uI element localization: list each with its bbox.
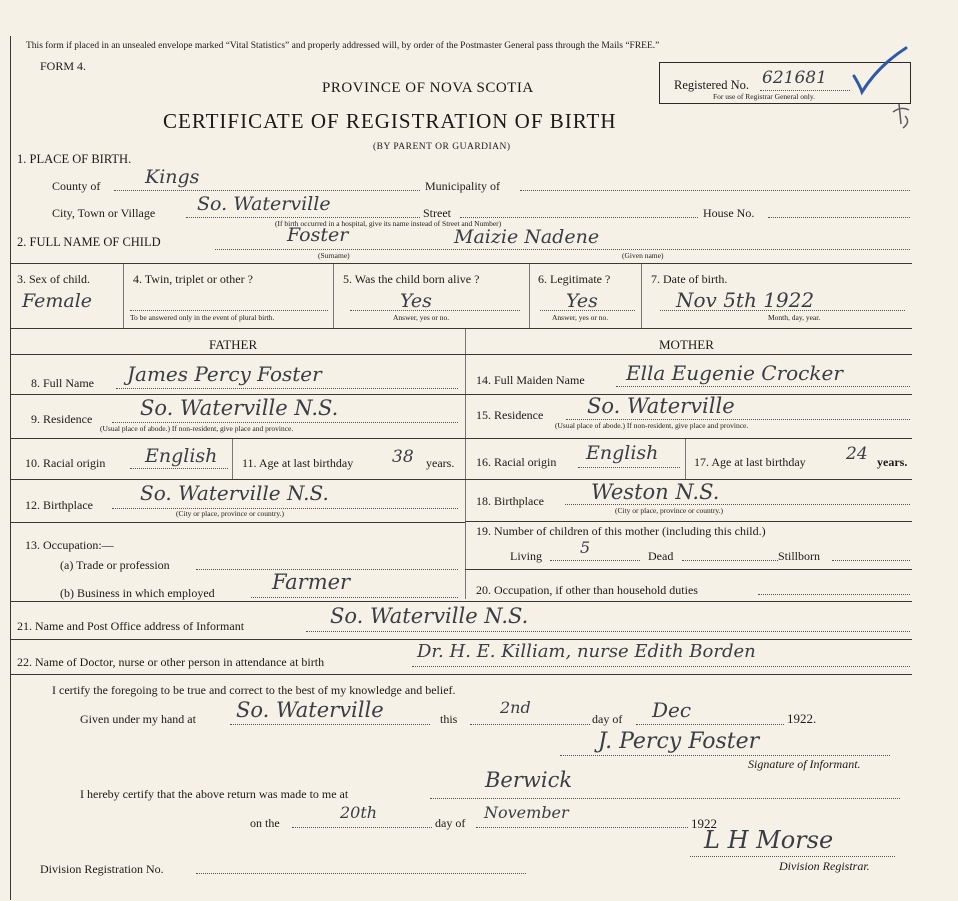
mother-racial-value: English <box>586 442 659 464</box>
mother-name-label: 14. Full Maiden Name <box>476 373 585 387</box>
registered-number: 621681 <box>762 68 827 88</box>
city-value: So. Waterville <box>197 193 331 215</box>
twin-note: To be answered only in the event of plural birth. <box>130 313 275 322</box>
details-divider-3 <box>529 264 530 328</box>
legit-value: Yes <box>566 290 598 312</box>
alive-label: 5. Was the child born alive ? <box>343 272 480 286</box>
mother-racial-label: 16. Racial origin <box>476 455 557 469</box>
informant-rule <box>10 639 912 640</box>
father-rule-3 <box>10 479 465 480</box>
doctor-line <box>412 666 910 667</box>
given-caption: (Given name) <box>622 251 664 260</box>
certify-day-line <box>470 724 590 725</box>
municipality-label: Municipality of <box>425 179 500 193</box>
legit-label: 6. Legitimate ? <box>538 272 611 286</box>
county-line <box>114 190 420 191</box>
child-name-label: 2. FULL NAME OF CHILD <box>17 235 161 249</box>
father-occupation-label: 13. Occupation:— <box>25 538 114 552</box>
father-age-value: 38 <box>392 447 414 467</box>
father-name-line <box>116 388 458 389</box>
business-line <box>251 597 458 598</box>
details-divider-2 <box>333 264 334 328</box>
doctor-label: 22. Name of Doctor, nurse or other person in attendance at birth <box>17 655 325 669</box>
father-racial-line <box>130 468 228 469</box>
registrar-place-value: Berwick <box>485 768 573 792</box>
mother-birthplace-line <box>565 504 910 505</box>
sex-label: 3. Sex of child. <box>17 272 90 286</box>
twin-label: 4. Twin, triplet or other ? <box>133 272 253 286</box>
father-rule-4 <box>10 522 465 523</box>
house-line <box>768 217 910 218</box>
father-birthplace-line <box>112 508 458 509</box>
this-label: this <box>440 712 458 726</box>
municipality-line <box>520 190 910 191</box>
mother-age-unit: years. <box>877 455 908 469</box>
mother-birthplace-value: Weston N.S. <box>591 480 720 504</box>
mother-occupation-label: 20. Occupation, if other than household duties <box>476 583 698 597</box>
business-label: (b) Business in which employed <box>60 586 215 600</box>
details-divider-1 <box>123 264 124 328</box>
division-registration-line <box>196 873 526 874</box>
children-label: 19. Number of children of this mother (including this child.) <box>476 524 766 538</box>
registrar-month-value: November <box>484 803 569 822</box>
mother-age-label: 17. Age at last birthday <box>694 455 806 469</box>
province-heading: PROVINCE OF NOVA SCOTIA <box>322 80 534 96</box>
registrar-note: For use of Registrar General only. <box>713 92 815 101</box>
father-birthplace-label: 12. Birthplace <box>25 498 93 512</box>
mother-birthplace-label: 18. Birthplace <box>476 494 544 508</box>
details-divider-4 <box>641 264 642 328</box>
certify-month-value: Dec <box>652 698 692 722</box>
registered-label: Registered No. <box>674 78 749 92</box>
mother-birthplace-note: (City or place, province or country.) <box>615 506 724 515</box>
father-racial-label: 10. Racial origin <box>25 456 106 470</box>
alive-value: Yes <box>400 290 432 312</box>
mother-age-divider <box>685 439 686 479</box>
county-label: County of <box>52 179 101 193</box>
trade-label: (a) Trade or profession <box>60 558 170 572</box>
father-name-value: James Percy Foster <box>127 362 322 386</box>
sex-value: Female <box>22 290 93 312</box>
registrar-statement: I hereby certify that the above return was made to me at <box>80 787 349 801</box>
mother-name-line <box>616 386 910 387</box>
legit-line <box>540 310 635 311</box>
doctor-value: Dr. H. E. Killiam, nurse Edith Borden <box>417 641 756 662</box>
informant-line <box>306 631 910 632</box>
division-registrar-label: Division Registrar. <box>779 859 870 873</box>
page-subtitle: (BY PARENT OR GUARDIAN) <box>373 142 511 152</box>
given-place-value: So. Waterville <box>236 698 384 722</box>
registered-line <box>760 90 850 91</box>
dead-line <box>682 560 778 561</box>
street-line <box>460 217 698 218</box>
stillborn-label: Stillborn <box>778 549 821 563</box>
given-under-label: Given under my hand at <box>80 712 196 726</box>
surname-caption: (Surname) <box>318 251 350 260</box>
father-birthplace-value: So. Waterville N.S. <box>140 481 329 505</box>
dob-line <box>660 310 905 311</box>
father-residence-label: 9. Residence <box>31 412 93 426</box>
child-given-value: Maizie Nadene <box>454 226 600 248</box>
signature-informant-label: Signature of Informant. <box>748 757 861 771</box>
alive-note: Answer, yes or no. <box>393 313 450 322</box>
mother-residence-line <box>566 419 910 420</box>
city-label: City, Town or Village <box>52 206 156 220</box>
details-top-rule <box>10 263 912 264</box>
details-bottom-rule <box>10 328 912 329</box>
father-age-unit: years. <box>426 456 455 470</box>
mother-residence-note: (Usual place of abode.) If non-resident, give place and province. <box>555 421 749 430</box>
registrar-day-of-label: day of <box>435 816 466 830</box>
registrar-place-line <box>430 798 900 799</box>
child-surname-value: Foster <box>287 224 349 246</box>
mother-residence-label: 15. Residence <box>476 408 544 422</box>
registrar-day-line <box>292 827 432 828</box>
father-age-divider <box>232 439 233 479</box>
on-the-label: on the <box>250 816 280 830</box>
father-residence-value: So. Waterville N.S. <box>140 396 339 420</box>
informant-signature-line <box>560 755 890 756</box>
registrar-signature-line <box>690 856 895 857</box>
living-line <box>550 560 640 561</box>
informant-label: 21. Name and Post Office address of Informant <box>17 619 245 633</box>
legit-note: Answer, yes or no. <box>552 313 609 322</box>
registrar-day-value: 20th <box>340 803 378 822</box>
parents-bottom-rule <box>10 601 912 602</box>
mother-age-value: 24 <box>846 444 868 464</box>
parents-heading-rule <box>10 354 912 355</box>
hospital-note: (If birth occurred in a hospital, give its name instead of Street and Number) <box>275 219 502 228</box>
father-birthplace-note: (City or place, province or country.) <box>176 509 285 518</box>
certify-day-of-label: day of <box>592 712 623 726</box>
child-name-line <box>215 249 910 250</box>
alive-line <box>350 310 520 311</box>
father-age-label: 11. Age at last birthday <box>242 456 354 470</box>
mother-rule-2 <box>465 438 912 439</box>
father-heading: FATHER <box>209 337 258 352</box>
left-border <box>10 36 11 900</box>
registrar-signature: L H Morse <box>704 826 834 854</box>
father-residence-line <box>112 422 458 423</box>
dob-value: Nov 5th 1922 <box>676 288 815 312</box>
father-rule-1 <box>10 394 465 395</box>
father-racial-value: English <box>145 445 218 467</box>
mother-heading: MOTHER <box>659 337 714 352</box>
division-registration-label: Division Registration No. <box>40 862 164 876</box>
living-label: Living <box>510 549 542 563</box>
certify-month-line <box>636 724 784 725</box>
informant-value: So. Waterville N.S. <box>330 604 529 628</box>
father-name-label: 8. Full Name <box>31 376 94 390</box>
dob-note: Month, day, year. <box>768 313 821 322</box>
father-residence-note: (Usual place of abode.) If non-resident, give place and province. <box>100 424 294 433</box>
mother-rule-5 <box>465 569 912 570</box>
city-line <box>186 217 420 218</box>
certify-statement: I certify the foregoing to be true and correct to the best of my knowledge and belief. <box>52 683 456 697</box>
stillborn-line <box>832 560 910 561</box>
mother-rule-4 <box>465 521 912 522</box>
given-place-line <box>230 724 430 725</box>
check-mark-icon <box>848 46 912 98</box>
business-value: Farmer <box>272 570 351 594</box>
margin-annotation-icon <box>889 100 919 132</box>
county-value: Kings <box>145 166 200 188</box>
twin-line <box>130 310 328 311</box>
mail-note: This form if placed in an unsealed envelope marked “Vital Statistics” and properly addressed will, by order of the Postmaster General pass through the Mails “FREE.” <box>26 41 660 51</box>
living-value: 5 <box>580 538 591 557</box>
dead-label: Dead <box>648 549 674 563</box>
mother-occupation-line <box>758 594 910 595</box>
registrar-month-line <box>476 827 688 828</box>
street-label: Street <box>423 206 451 220</box>
form-number: FORM 4. <box>40 59 87 73</box>
mother-name-value: Ella Eugenie Crocker <box>626 361 843 385</box>
doctor-rule <box>10 674 912 675</box>
place-of-birth-label: 1. PLACE OF BIRTH. <box>17 152 132 166</box>
father-rule-2 <box>10 438 465 439</box>
parents-divider <box>465 329 466 599</box>
dob-label: 7. Date of birth. <box>651 272 728 286</box>
page-title: CERTIFICATE OF REGISTRATION OF BIRTH <box>163 109 617 133</box>
certify-year-value: 1922. <box>787 711 817 726</box>
informant-signature: J. Percy Foster <box>598 729 760 754</box>
registrar-year-value: 1922 <box>691 816 717 831</box>
mother-racial-line <box>578 467 680 468</box>
house-label: House No. <box>703 206 755 220</box>
mother-residence-value: So. Waterville <box>587 394 735 418</box>
certify-day-value: 2nd <box>500 698 531 717</box>
